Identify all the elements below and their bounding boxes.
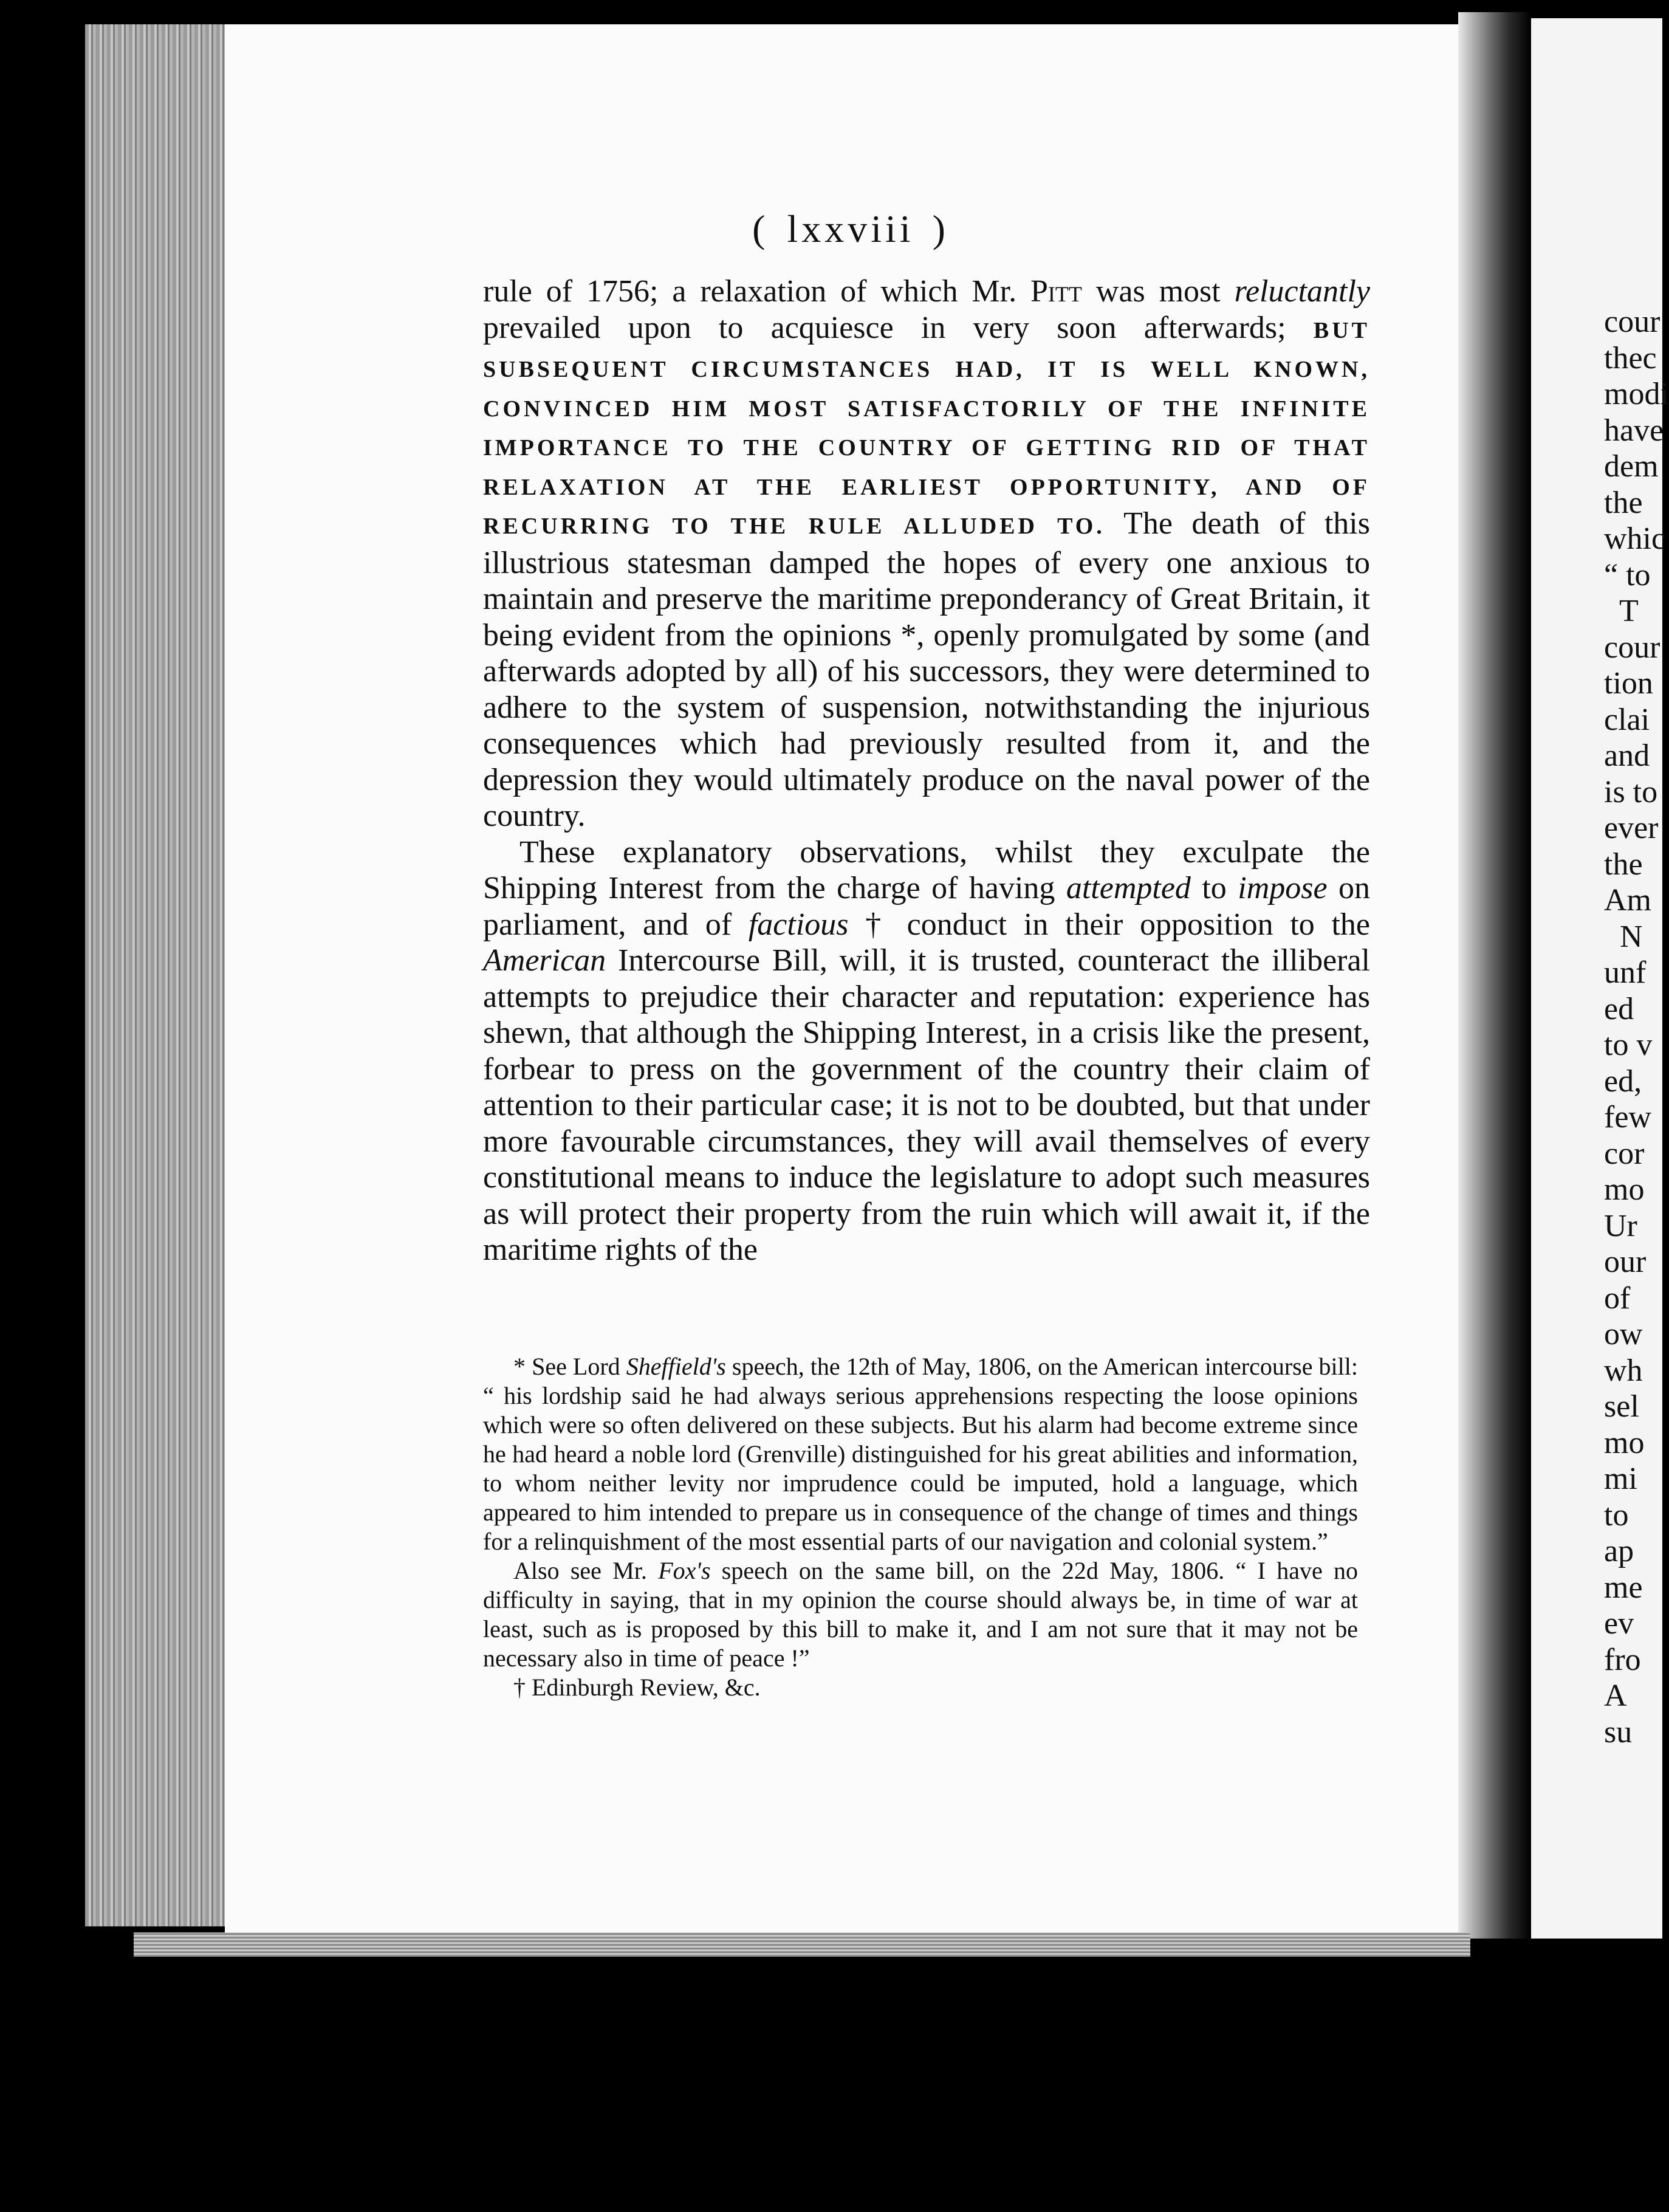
- emphasis-caps: BUT SUBSEQUENT CIRCUMSTANCES HAD, IT IS WELL KNOWN, CONVINCED HIM MOST SATISFACTORILY OF THE INFINITE IMPORTANCE TO THE COUNTRY OF GETTING RID OF THAT RELAXATION AT THE EARLIEST OPPORTUNITY, AND OF RECURRING TO THE RULE ALLUDED TO.: [483, 317, 1370, 539]
- page-header: ( lxxviii ): [752, 207, 949, 250]
- paragraph-1: rule of 1756; a relaxation of which Mr. Pitt was most reluctantly prevailed upon to acquiesce in very soon afterwards; BUT SUBSEQUENT CIRCUMSTANCES HAD, IT IS WELL KNOWN, CONVINCED HIM MOST SATISFACTORILY OF THE INFINITE IMPORTANCE TO THE COUNTRY OF GETTING RID OF THAT RELAXATION AT THE EARLIEST OPPORTUNITY, AND OF RECURRING TO THE RULE ALLUDED TO. The death of this illustrious statesman damped the hopes of every one anxious to maintain and preserve the maritime preponderancy of Great Britain, it being evident from the opinions *, openly promulgated by some (and afterwards adopted by all) of his successors, they were determined to adhere to the system of suspension, notwithstanding the injurious consequences which had previously resulted from it, and the depression they would ultimately produce on the naval power of the country.: [483, 274, 1371, 833]
- footnote-2: Also see Mr. Fox's speech on the same bill, on the 22d May, 1806. “ I have no difficulty in saying, that in my opinion the course should always be, in time of war at least, such as is proposed by this bill to make it, and I am not sure that it may not be necessary also in time of peace !”: [483, 1557, 1358, 1672]
- page-number: lxxviii: [787, 207, 914, 250]
- page-edges-bottom: [134, 1932, 1470, 1957]
- main-text: [483, 273, 1370, 1268]
- footnote-1: * See Lord Sheffield's speech, the 12th of May, 1806, on the American intercourse bill: “ his lordship said he had always serious apprehensions respecting the loose opinions which were so often delivered on these subjects. But his alarm had become extreme since he had heard a noble lord (Grenville) distinguished for his great abilities and information, to whom neither levity nor imprudence could be imputed, hold a language, which appeared to him intended to prepare us in consequence of the change of times and things for a relinquishment of the most essential parts of our navigation and colonial system.”: [483, 1353, 1358, 1555]
- page-edges-left: [85, 24, 225, 1926]
- footnote-3: † Edinburgh Review, &c.: [513, 1674, 761, 1701]
- paragraph-2: These explanatory observations, whilst they exculpate the Shipping Interest from the charge of having attempted to impose on parliament, and of factious † conduct in their opposition to the American Intercourse Bill, will, it is trusted, counteract the illiberal attempts to prejudice their character and reputation: experience has shewn, that although the Shipping Interest, in a crisis like the present, forbear to press on the government of the country their claim of attention to their particular case; it is not to be doubted, but that under more favourable circumstances, they will avail themselves of every constitutional means to induce the legislature to adopt such measures as will protect their property from the ruin which will await it, if the maritime rights of the: [483, 834, 1371, 1267]
- book-gutter: [1458, 12, 1531, 1939]
- footnotes: [483, 1352, 1358, 1702]
- facing-page-text: cour thec modi have dem the whic “ to T cour tion clai and is to ever the Am N unf ed to v ed, few cor mo Ur our of ow wh sel mo mi to ap me ev fro A su: [1604, 304, 1669, 1750]
